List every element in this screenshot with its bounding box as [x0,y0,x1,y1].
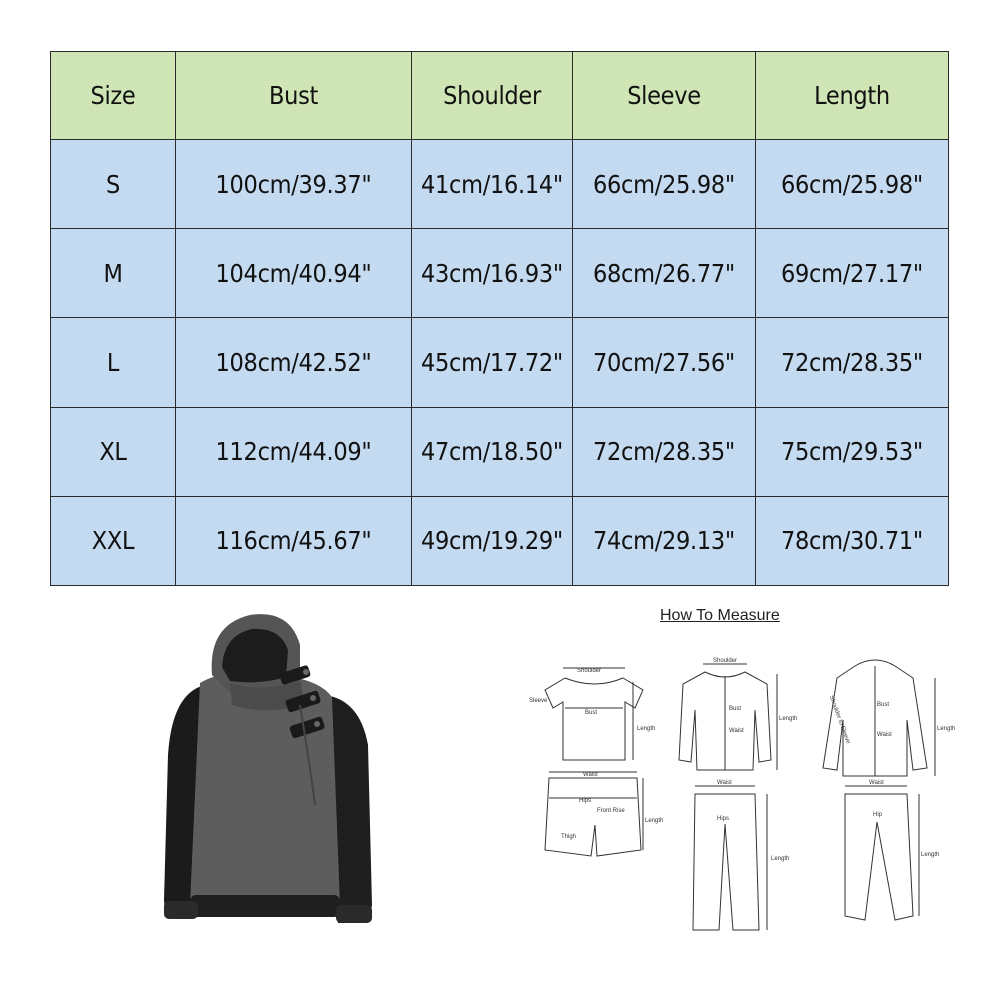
cell-size: XXL [51,496,176,585]
cell-shoulder: 41cm/16.14" [412,140,573,229]
cell-length: 72cm/28.35" [756,318,949,407]
size-chart-table [50,51,949,586]
table-row [51,229,949,318]
table-row [51,318,949,407]
cell-bust: 100cm/39.37" [176,140,412,229]
label-shoulder-to-sleeve: Shoulder to Sleeve [827,694,851,745]
cell-shoulder: 47cm/18.50" [412,407,573,496]
cell-bust: 116cm/45.67" [176,496,412,585]
cell-bust: 112cm/44.09" [176,407,412,496]
cell-size: M [51,229,176,318]
cell-sleeve: 66cm/25.98" [573,140,756,229]
cell-sleeve: 70cm/27.56" [573,318,756,407]
cell-size: XL [51,407,176,496]
label-sleeve: Sleeve [529,698,548,704]
cell-length: 66cm/25.98" [756,140,949,229]
header-size: Size [51,52,176,140]
table-row [51,407,949,496]
label-waist-shorts: Waist [583,772,598,778]
measurement-guide-diagram [515,600,955,940]
label-length-hoodie: Length [937,726,955,732]
table-header-row [51,52,949,140]
label-bust-shirt: Bust [729,706,742,712]
cell-bust: 108cm/42.52" [176,318,412,407]
label-length-shirt: Length [779,716,798,722]
cell-sleeve: 74cm/29.13" [573,496,756,585]
table-row [51,496,949,585]
how-to-measure-title: How To Measure [660,607,780,624]
label-length-shorts: Length [645,818,664,824]
header-sleeve: Sleeve [573,52,756,140]
label-waist-hoodie: Waist [877,732,892,738]
label-hips-shorts: Hips [579,798,592,804]
label-shoulder-tshirt: Shoulder [577,668,602,674]
cell-sleeve: 72cm/28.35" [573,407,756,496]
hoodie-product-photo [150,605,385,925]
header-length: Length [756,52,949,140]
label-hip-joggers: Hip [873,812,883,818]
label-waist-shirt: Waist [729,728,744,734]
header-shoulder: Shoulder [412,52,573,140]
label-shoulder-shirt: Shoulder [713,658,738,664]
label-waist-pants: Waist [717,780,732,786]
cell-size: S [51,140,176,229]
cell-bust: 104cm/40.94" [176,229,412,318]
label-waist-joggers: Waist [869,780,884,786]
label-front-rise: Front Rise [597,808,625,814]
table-row [51,140,949,229]
cell-length: 75cm/29.53" [756,407,949,496]
label-length-pants: Length [771,856,790,862]
label-bust-tshirt: Bust [585,710,598,716]
cell-length: 78cm/30.71" [756,496,949,585]
cell-sleeve: 68cm/26.77" [573,229,756,318]
cell-shoulder: 43cm/16.93" [412,229,573,318]
cell-length: 69cm/27.17" [756,229,949,318]
cell-shoulder: 45cm/17.72" [412,318,573,407]
label-length-tshirt: Length [637,726,656,732]
label-bust-hoodie: Bust [877,702,890,708]
label-hips-pants: Hips [717,816,730,822]
cell-size: L [51,318,176,407]
header-bust: Bust [176,52,412,140]
label-thigh: Thigh [561,834,577,840]
cell-shoulder: 49cm/19.29" [412,496,573,585]
label-length-joggers: Length [921,852,940,858]
